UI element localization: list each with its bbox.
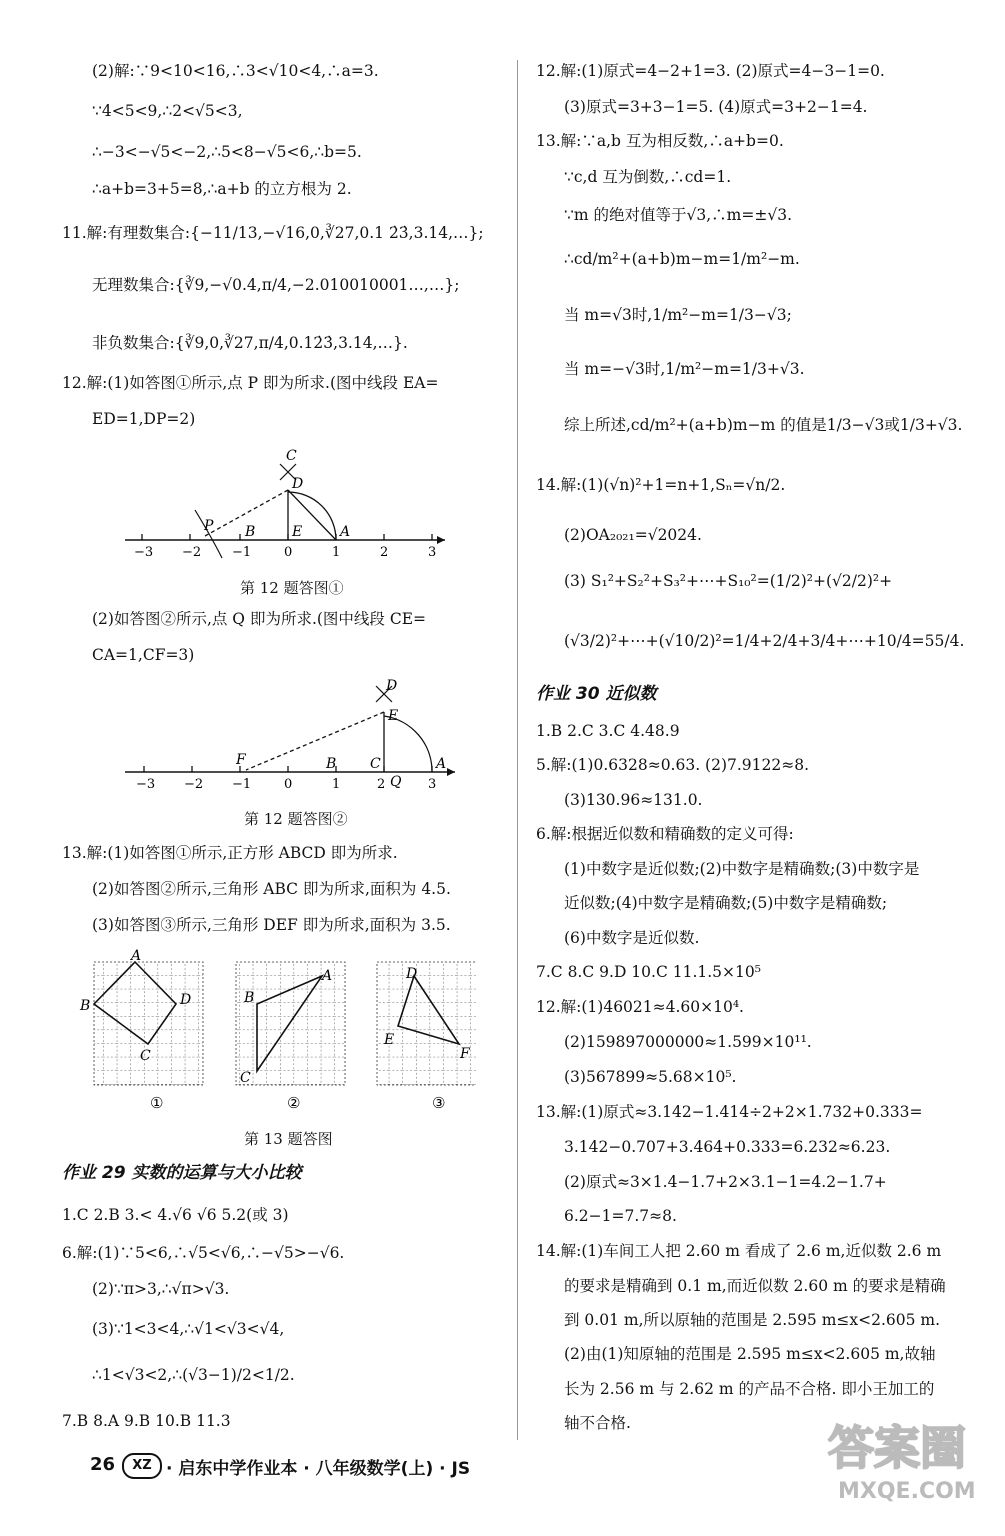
grid-figures <box>76 948 476 1116</box>
tick-label: −1 <box>232 777 252 792</box>
text-line: 6.2−1=7.7≈8. <box>564 1207 677 1225</box>
tick-label: 2 <box>380 545 389 560</box>
figure-number: ③ <box>432 1094 446 1112</box>
tick-label: 1 <box>332 777 341 792</box>
point-label: B <box>244 990 255 1006</box>
text-line: (3) S₁²+S₂²+S₃²+⋯+S₁₀²=(1/2)²+(√2/2)²+ <box>564 572 893 590</box>
section-heading: 作业 29 实数的运算与大小比较 <box>62 1163 302 1183</box>
point-label: C <box>370 756 381 772</box>
tick-label: 2 <box>377 777 386 792</box>
text-line: 1.B 2.C 3.C 4.48.9 <box>536 722 680 740</box>
text-line: 13.解:(1)如答图①所示,正方形 ABCD 即为所求. <box>62 844 398 862</box>
text-line: CA=1,CF=3) <box>92 646 195 664</box>
watermark-logo <box>820 1408 1000 1528</box>
text-line: 13.解:(1)原式≈3.142−1.414÷2+2×1.732+0.333= <box>536 1103 923 1121</box>
text-line: 6.解:根据近似数和精确数的定义可得: <box>536 825 794 843</box>
text-line: 14.解:(1)车间工人把 2.60 m 看成了 2.6 m,近似数 2.6 m <box>536 1242 942 1260</box>
text-line: 3.142−0.707+3.464+0.333=6.232≈6.23. <box>564 1138 891 1156</box>
text-line: 7.B 8.A 9.B 10.B 11.3 <box>62 1412 231 1430</box>
book-title: · 启东中学作业本 · 八年级数学(上) · JS <box>166 1459 471 1479</box>
tick-label: −3 <box>136 777 156 792</box>
series-logo: XZ <box>122 1453 162 1479</box>
text-line: 11.解:有理数集合:{−11/13,−√16,0,∛27,0.1 2̇3̇,3.14,…}; <box>62 224 484 242</box>
tick-label: −1 <box>232 545 252 560</box>
text-line: ∵4<5<9,∴2<√5<3, <box>92 102 243 120</box>
text-line: (2)∵π>3,∴√π>√3. <box>92 1280 230 1298</box>
point-label: C <box>240 1070 251 1086</box>
number-line-figure-1 <box>120 440 450 560</box>
text-line: 当 m=−√3时,1/m²−m=1/3+√3. <box>564 360 805 378</box>
text-line: (3)567899≈5.68×10⁵. <box>564 1068 737 1086</box>
text-line: ∴−3<−√5<−2,∴5<8−√5<6,∴b=5. <box>92 143 362 161</box>
point-label: D <box>406 966 418 982</box>
text-line: 综上所述,cd/m²+(a+b)m−m 的值是1/3−√3或1/3+√3. <box>564 416 963 434</box>
point-label: P <box>204 518 214 534</box>
point-label: D <box>180 992 192 1008</box>
tick-label: 3 <box>428 545 437 560</box>
text-line: 5.解:(1)0.6328≈0.63. (2)7.9122≈8. <box>536 756 810 774</box>
column-divider <box>517 60 518 1440</box>
point-label: B <box>245 524 256 540</box>
text-line: 1.C 2.B 3.< 4.√6 √6 5.2(或 3) <box>62 1206 289 1224</box>
text-line: (3)如答图③所示,三角形 DEF 即为所求,面积为 3.5. <box>92 916 451 934</box>
text-line: 长为 2.56 m 与 2.62 m 的产品不合格. 即小王加工的 <box>564 1380 935 1398</box>
point-label: Q <box>390 774 402 790</box>
text-line: (2)如答图②所示,三角形 ABC 即为所求,面积为 4.5. <box>92 880 451 898</box>
text-line: (3)∵1<3<4,∴√1<√3<√4, <box>92 1320 285 1338</box>
text-line: 的要求是精确到 0.1 m,而近似数 2.60 m 的要求是精确 <box>564 1277 946 1295</box>
section-heading: 作业 30 近似数 <box>536 684 657 704</box>
point-label: C <box>140 1048 151 1064</box>
point-label: B <box>326 756 337 772</box>
text-line: ∴cd/m²+(a+b)m−m=1/m²−m. <box>564 250 800 268</box>
text-line: 当 m=√3时,1/m²−m=1/3−√3; <box>564 306 792 324</box>
tick-label: −2 <box>182 545 202 560</box>
text-line: 14.解:(1)(√n)²+1=n+1,Sₙ=√n/2. <box>536 476 786 494</box>
text-line: 近似数;(4)中数字是精确数;(5)中数字是精确数; <box>564 894 888 912</box>
text-line: (2)由(1)知原轴的范围是 2.595 m≤x<2.605 m,故轴 <box>564 1345 936 1363</box>
text-line: (2)159897000000≈1.599×10¹¹. <box>564 1033 812 1051</box>
text-line: (2)OA₂₀₂₁=√2024. <box>564 526 702 544</box>
page-number: 26 <box>90 1454 116 1475</box>
text-line: 6.解:(1)∵5<6,∴√5<√6,∴−√5>−√6. <box>62 1244 345 1262</box>
text-line: 12.解:(1)46021≈4.60×10⁴. <box>536 998 744 1016</box>
watermark-text: 答案圈 <box>828 1421 966 1475</box>
tick-label: −3 <box>134 545 154 560</box>
tick-label: 0 <box>284 545 293 560</box>
text-line: ∵m 的绝对值等于√3,∴m=±√3. <box>564 206 792 224</box>
figure-caption: 第 12 题答图② <box>244 810 348 828</box>
text-line: 轴不合格. <box>564 1414 631 1432</box>
text-line: ∴1<√3<2,∴(√3−1)/2<1/2. <box>92 1366 295 1384</box>
tick-label: −2 <box>184 777 204 792</box>
figure-caption: 第 12 题答图① <box>240 579 344 597</box>
text-line: 非负数集合:{∛9,0,∛27,π/4,0.12̇3̇,3.14,…}. <box>92 334 408 352</box>
text-line: 7.C 8.C 9.D 10.C 11.1.5×10⁵ <box>536 963 761 981</box>
point-label: F <box>460 1046 470 1062</box>
point-label: A <box>322 968 333 984</box>
text-line: 12.解:(1)原式=4−2+1=3. (2)原式=4−3−1=0. <box>536 62 885 80</box>
tick-label: 3 <box>428 777 437 792</box>
text-line: ∵c,d 互为倒数,∴cd=1. <box>564 168 732 186</box>
point-label: F <box>236 752 246 768</box>
text-line: ED=1,DP=2) <box>92 410 196 428</box>
number-line-figure-2 <box>120 672 460 792</box>
point-label: B <box>80 998 91 1014</box>
point-label: E <box>292 524 303 540</box>
text-line: (√3/2)²+⋯+(√10/2)²=1/4+2/4+3/4+⋯+10/4=55/4. <box>564 632 965 650</box>
tick-label: 1 <box>332 545 341 560</box>
point-label: E <box>384 1032 395 1048</box>
point-label: D <box>386 678 398 694</box>
figure-number: ② <box>287 1094 301 1112</box>
point-label: C <box>286 448 297 464</box>
text-line: 无理数集合:{∛9,−√0.4,π/4,−2.010010001…,…}; <box>92 276 460 294</box>
text-line: 到 0.01 m,所以原轴的范围是 2.595 m≤x<2.605 m. <box>564 1311 941 1329</box>
watermark-url: MXQE.COM <box>838 1479 976 1504</box>
text-line: (1)中数字是近似数;(2)中数字是精确数;(3)中数字是 <box>564 860 920 878</box>
text-line: (3)原式=3+3−1=5. (4)原式=3+2−1=4. <box>564 98 868 116</box>
text-line: (2)解:∵9<10<16,∴3<√10<4,∴a=3. <box>92 62 379 80</box>
point-label: E <box>388 708 399 724</box>
text-line: ∴a+b=3+5=8,∴a+b 的立方根为 2. <box>92 180 352 198</box>
text-line: (2)如答图②所示,点 Q 即为所求.(图中线段 CE= <box>92 610 427 628</box>
text-line: (2)原式≈3×1.4−1.7+2×3.1−1=4.2−1.7+ <box>564 1173 887 1191</box>
text-line: (3)130.96≈131.0. <box>564 791 703 809</box>
point-label: A <box>340 524 351 540</box>
text-line: 13.解:∵a,b 互为相反数,∴a+b=0. <box>536 132 784 150</box>
figure-number: ① <box>150 1094 164 1112</box>
tick-label: 0 <box>284 777 293 792</box>
point-label: A <box>131 948 142 964</box>
point-label: A <box>436 756 447 772</box>
text-line: (6)中数字是近似数. <box>564 929 700 947</box>
figure-caption: 第 13 题答图 <box>244 1130 333 1148</box>
point-label: D <box>292 476 304 492</box>
text-line: 12.解:(1)如答图①所示,点 P 即为所求.(图中线段 EA= <box>62 374 439 392</box>
